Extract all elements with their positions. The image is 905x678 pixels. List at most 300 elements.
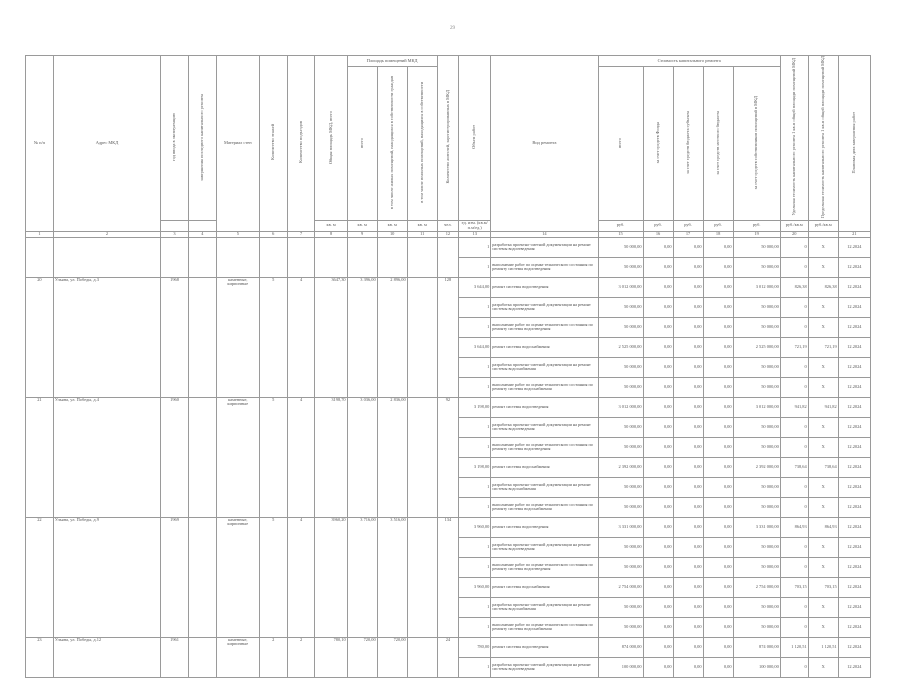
cost-total: 2 754 000,00 bbox=[598, 577, 643, 597]
cost-total: 3 331 000,00 bbox=[598, 517, 643, 537]
cost-fund: 0,00 bbox=[643, 537, 673, 557]
cost-total: 50 000,00 bbox=[598, 257, 643, 277]
cost-total: 874 000,00 bbox=[598, 637, 643, 657]
work-type: выполнение работ по оценке технического состояния по ремонту системы водоотведения bbox=[491, 437, 598, 457]
row-number: 22 bbox=[26, 517, 54, 637]
area-all: 720,00 bbox=[347, 637, 377, 677]
cost-local: 0,00 bbox=[703, 277, 733, 297]
column-index-cell: 10 bbox=[377, 231, 407, 237]
column-index-cell: 4 bbox=[188, 231, 216, 237]
cost-total: 50 000,00 bbox=[598, 237, 643, 257]
cost-owners: 50 000,00 bbox=[733, 437, 780, 457]
deadline: 12.2024 bbox=[838, 337, 870, 357]
limit-cost: X bbox=[808, 317, 838, 337]
limit-cost: X bbox=[808, 617, 838, 637]
cost-owners: 100 000,00 bbox=[733, 657, 780, 677]
unit-cell: руб. bbox=[673, 221, 703, 232]
cost-owners: 2 525 000,00 bbox=[733, 337, 780, 357]
work-type: разработка проектно-сметной документации на ремонт системы водоснабжения bbox=[491, 597, 598, 617]
year-repair bbox=[188, 237, 216, 277]
unit-cell: руб./кв.м bbox=[780, 221, 808, 232]
area-total: 3960,20 bbox=[315, 517, 347, 637]
cost-local: 0,00 bbox=[703, 617, 733, 637]
work-volume: 1 bbox=[459, 377, 491, 397]
unit-cost: 0 bbox=[780, 437, 808, 457]
limit-cost: 864,93 bbox=[808, 517, 838, 537]
area-nonres bbox=[407, 397, 437, 517]
cost-local: 0,00 bbox=[703, 237, 733, 257]
cost-region: 0,00 bbox=[673, 357, 703, 377]
cost-region: 0,00 bbox=[673, 617, 703, 637]
unit-cell bbox=[188, 221, 216, 232]
work-volume: 3 644,00 bbox=[459, 337, 491, 357]
limit-cost: X bbox=[808, 377, 838, 397]
row-number bbox=[26, 237, 54, 277]
cost-region: 0,00 bbox=[673, 417, 703, 437]
cost-total: 2 525 000,00 bbox=[598, 337, 643, 357]
year-built: 1961 bbox=[161, 637, 189, 677]
limit-cost: X bbox=[808, 537, 838, 557]
cost-owners: 50 000,00 bbox=[733, 417, 780, 437]
deadline: 12.2024 bbox=[838, 637, 870, 657]
limit-cost: X bbox=[808, 297, 838, 317]
wall-material: каменные, кирпичные bbox=[216, 397, 259, 517]
entrances-count: 4 bbox=[287, 277, 315, 397]
unit-cost: 0 bbox=[780, 377, 808, 397]
cost-region: 0,00 bbox=[673, 297, 703, 317]
unit-cost: 721,19 bbox=[780, 337, 808, 357]
deadline: 12.2024 bbox=[838, 237, 870, 257]
cost-region: 0,00 bbox=[673, 517, 703, 537]
unit-cost: 0 bbox=[780, 537, 808, 557]
work-volume: 1 bbox=[459, 317, 491, 337]
cost-local: 0,00 bbox=[703, 417, 733, 437]
cost-fund: 0,00 bbox=[643, 637, 673, 657]
deadline: 12.2024 bbox=[838, 537, 870, 557]
column-index-cell: 20 bbox=[780, 231, 808, 237]
wall-material: каменные, кирпичные bbox=[216, 277, 259, 397]
year-repair bbox=[188, 277, 216, 397]
column-index-cell: 5 bbox=[216, 231, 259, 237]
year-built: 1969 bbox=[161, 517, 189, 637]
cost-total: 50 000,00 bbox=[598, 597, 643, 617]
work-type: разработка проектно-сметной документации на ремонт системы водоотведения bbox=[491, 417, 598, 437]
area-all bbox=[347, 237, 377, 277]
column-index-cell: 15 bbox=[598, 231, 643, 237]
cost-total: 3 012 000,00 bbox=[598, 277, 643, 297]
house-address: Ульяна, ул. Победы, д.12 bbox=[53, 637, 160, 677]
area-residential bbox=[377, 237, 407, 277]
work-type: разработка проектно-сметной документации на ремонт системы водоотведения bbox=[491, 237, 598, 257]
cost-region: 0,00 bbox=[673, 557, 703, 577]
column-index-cell: 12 bbox=[437, 231, 458, 237]
unit-cell: кв. м bbox=[315, 221, 347, 232]
cost-region: 0,00 bbox=[673, 337, 703, 357]
cost-owners: 3 012 000,00 bbox=[733, 397, 780, 417]
cost-region: 0,00 bbox=[673, 657, 703, 677]
cost-total: 50 000,00 bbox=[598, 377, 643, 397]
page-number: 29 bbox=[450, 26, 455, 31]
cost-owners: 50 000,00 bbox=[733, 597, 780, 617]
unit-cost: 0 bbox=[780, 617, 808, 637]
cost-local: 0,00 bbox=[703, 597, 733, 617]
unit-cost: 864,93 bbox=[780, 517, 808, 537]
deadline: 12.2024 bbox=[838, 377, 870, 397]
area-nonres bbox=[407, 637, 437, 677]
col-no: № п/п bbox=[26, 56, 54, 232]
cost-fund: 0,00 bbox=[643, 557, 673, 577]
cost-fund: 0,00 bbox=[643, 297, 673, 317]
work-volume: 1 bbox=[459, 477, 491, 497]
cost-region: 0,00 bbox=[673, 477, 703, 497]
unit-cost: 703,15 bbox=[780, 577, 808, 597]
area-all: 3 396,00 bbox=[347, 277, 377, 397]
col-cost-local: за счет средств местного бюджета bbox=[703, 67, 733, 221]
unit-cost: 1 120,51 bbox=[780, 637, 808, 657]
entrances-count: 2 bbox=[287, 637, 315, 677]
cost-fund: 0,00 bbox=[643, 237, 673, 257]
cost-total: 50 000,00 bbox=[598, 497, 643, 517]
work-type: ремонт системы водоотведения bbox=[491, 397, 598, 417]
column-index-cell: 14 bbox=[491, 231, 598, 237]
work-type: разработка проектно-сметной документации на ремонт системы водоотведения bbox=[491, 297, 598, 317]
unit-cost: 0 bbox=[780, 237, 808, 257]
row-number: 20 bbox=[26, 277, 54, 397]
column-index-cell: 17 bbox=[673, 231, 703, 237]
col-work-type: Вид ремонта bbox=[491, 56, 598, 232]
work-type: выполнение работ по оценке технического состояния по ремонту системы водоотведения bbox=[491, 557, 598, 577]
work-type: ремонт системы водоотведения bbox=[491, 517, 598, 537]
limit-cost: X bbox=[808, 437, 838, 457]
work-row bbox=[26, 237, 871, 257]
col-entrances: Количество подъездов bbox=[287, 56, 315, 232]
cost-local: 0,00 bbox=[703, 557, 733, 577]
wall-material bbox=[216, 237, 259, 277]
cost-fund: 0,00 bbox=[643, 417, 673, 437]
wall-material: каменные, кирпичные bbox=[216, 637, 259, 677]
cost-fund: 0,00 bbox=[643, 357, 673, 377]
col-floors: Количество этажей bbox=[259, 56, 287, 232]
year-built: 1968 bbox=[161, 277, 189, 397]
cost-owners: 874 000,00 bbox=[733, 637, 780, 657]
unit-cell bbox=[161, 221, 189, 232]
cost-fund: 0,00 bbox=[643, 317, 673, 337]
col-deadline: Плановая дата завершения работ bbox=[838, 56, 870, 232]
cost-owners: 50 000,00 bbox=[733, 357, 780, 377]
unit-cost: 0 bbox=[780, 497, 808, 517]
area-all: 3 036,00 bbox=[347, 397, 377, 517]
cost-local: 0,00 bbox=[703, 317, 733, 337]
cost-local: 0,00 bbox=[703, 577, 733, 597]
area-total: 3647,30 bbox=[315, 277, 347, 397]
work-type: выполнение работ по оценке технического состояния по ремонту системы водоснабжения bbox=[491, 617, 598, 637]
cost-total: 2 392 000,00 bbox=[598, 457, 643, 477]
house-row bbox=[26, 277, 871, 297]
floors-count: 2 bbox=[259, 637, 287, 677]
cost-region: 0,00 bbox=[673, 437, 703, 457]
cost-total: 50 000,00 bbox=[598, 297, 643, 317]
cost-region: 0,00 bbox=[673, 597, 703, 617]
limit-cost: X bbox=[808, 417, 838, 437]
limit-cost: 703,15 bbox=[808, 577, 838, 597]
limit-cost: 826,38 bbox=[808, 277, 838, 297]
col-area-all: всего bbox=[347, 67, 377, 221]
cost-total: 50 000,00 bbox=[598, 477, 643, 497]
cost-fund: 0,00 bbox=[643, 657, 673, 677]
entrances-count: 4 bbox=[287, 397, 315, 517]
cost-region: 0,00 bbox=[673, 277, 703, 297]
cost-owners: 50 000,00 bbox=[733, 297, 780, 317]
cost-local: 0,00 bbox=[703, 297, 733, 317]
limit-cost: X bbox=[808, 597, 838, 617]
house-row bbox=[26, 517, 871, 537]
col-cost-owners: за счет средств собственников помещений в МКД bbox=[733, 67, 780, 221]
col-area-residential: в том числе жилых помещений, находящихся в собственности граждан bbox=[377, 67, 407, 221]
col-year-repair: завершения последнего капитального ремонта bbox=[188, 56, 216, 221]
row-number: 21 bbox=[26, 397, 54, 517]
deadline: 12.2024 bbox=[838, 397, 870, 417]
column-index-cell: 13 bbox=[459, 231, 491, 237]
cost-fund: 0,00 bbox=[643, 457, 673, 477]
work-volume: 3 960,00 bbox=[459, 517, 491, 537]
col-wall: Материал стен bbox=[216, 56, 259, 232]
cost-region: 0,00 bbox=[673, 237, 703, 257]
work-volume: 1 bbox=[459, 237, 491, 257]
cost-fund: 0,00 bbox=[643, 617, 673, 637]
cost-region: 0,00 bbox=[673, 377, 703, 397]
residents-count: 24 bbox=[437, 637, 458, 677]
unit-cost: 0 bbox=[780, 297, 808, 317]
unit-cost: 0 bbox=[780, 557, 808, 577]
deadline: 12.2024 bbox=[838, 617, 870, 637]
cost-local: 0,00 bbox=[703, 437, 733, 457]
column-index-cell: 18 bbox=[703, 231, 733, 237]
cost-owners: 2 754 000,00 bbox=[733, 577, 780, 597]
work-volume: 3 198,00 bbox=[459, 397, 491, 417]
limit-cost: X bbox=[808, 497, 838, 517]
cost-region: 0,00 bbox=[673, 257, 703, 277]
area-residential: 2 896,00 bbox=[377, 277, 407, 397]
cost-owners: 50 000,00 bbox=[733, 557, 780, 577]
cost-total: 50 000,00 bbox=[598, 417, 643, 437]
floors-count: 5 bbox=[259, 517, 287, 637]
work-volume: 1 bbox=[459, 617, 491, 637]
cost-fund: 0,00 bbox=[643, 597, 673, 617]
cost-region: 0,00 bbox=[673, 457, 703, 477]
unit-cell: руб. bbox=[643, 221, 673, 232]
year-repair bbox=[188, 397, 216, 517]
area-residential: 720,00 bbox=[377, 637, 407, 677]
limit-cost: X bbox=[808, 477, 838, 497]
deadline: 12.2024 bbox=[838, 257, 870, 277]
unit-cell: кв. м bbox=[407, 221, 437, 232]
cost-region: 0,00 bbox=[673, 537, 703, 557]
col-volume: Объем работ bbox=[459, 56, 491, 221]
work-type: выполнение работ по оценке технического состояния по ремонту системы водоснабжения bbox=[491, 377, 598, 397]
work-volume: 1 bbox=[459, 657, 491, 677]
work-type: разработка проектно-сметной документации на ремонт системы водоотведения bbox=[491, 657, 598, 677]
cost-region: 0,00 bbox=[673, 577, 703, 597]
col-unit-cost: Удельная стоимость капитального ремонта 1 кв.м общей площади помещений МКД bbox=[780, 56, 808, 221]
col-cost-region: за счет средств бюджета субъекта bbox=[673, 67, 703, 221]
unit-cell: руб. bbox=[598, 221, 643, 232]
limit-cost: 738,64 bbox=[808, 457, 838, 477]
house-address: Ульяна, ул. Победы, д.9 bbox=[53, 517, 160, 637]
work-type: ремонт системы водоснабжения bbox=[491, 577, 598, 597]
column-index-cell: 21 bbox=[838, 231, 870, 237]
floors-count bbox=[259, 237, 287, 277]
deadline: 12.2024 bbox=[838, 357, 870, 377]
unit-cost: 0 bbox=[780, 317, 808, 337]
cost-total: 3 012 000,00 bbox=[598, 397, 643, 417]
cost-local: 0,00 bbox=[703, 397, 733, 417]
cost-local: 0,00 bbox=[703, 377, 733, 397]
deadline: 12.2024 bbox=[838, 457, 870, 477]
work-type: ремонт системы водоотведения bbox=[491, 277, 598, 297]
cost-owners: 50 000,00 bbox=[733, 237, 780, 257]
house-row bbox=[26, 637, 871, 657]
area-residential: 2 836,00 bbox=[377, 397, 407, 517]
column-index-cell: 8 bbox=[315, 231, 347, 237]
col-year-built: год ввода в эксплуатацию bbox=[161, 56, 189, 221]
work-type: разработка проектно-сметной документации на ремонт системы водоотведения bbox=[491, 537, 598, 557]
cost-fund: 0,00 bbox=[643, 257, 673, 277]
register-body bbox=[26, 237, 871, 677]
limit-cost: X bbox=[808, 257, 838, 277]
cost-fund: 0,00 bbox=[643, 577, 673, 597]
column-index-cell: 19 bbox=[733, 231, 780, 237]
col-cost-group: Стоимость капитального ремонта bbox=[598, 56, 780, 67]
limit-cost: X bbox=[808, 357, 838, 377]
column-index-cell: 9 bbox=[347, 231, 377, 237]
limit-cost: X bbox=[808, 657, 838, 677]
cost-owners: 3 012 000,00 bbox=[733, 277, 780, 297]
cost-local: 0,00 bbox=[703, 357, 733, 377]
col-limit-cost: Предельная стоимость капитального ремонта 1 кв.м общей площади помещений МКД bbox=[808, 56, 838, 221]
floors-count: 5 bbox=[259, 277, 287, 397]
cost-owners: 50 000,00 bbox=[733, 377, 780, 397]
cost-local: 0,00 bbox=[703, 657, 733, 677]
deadline: 12.2024 bbox=[838, 597, 870, 617]
house-row bbox=[26, 397, 871, 417]
area-all: 3 716,00 bbox=[347, 517, 377, 637]
year-repair bbox=[188, 517, 216, 637]
entrances-count bbox=[287, 237, 315, 277]
unit-cost: 0 bbox=[780, 597, 808, 617]
col-residents: Количество жителей, зарегистрированных в МКД bbox=[437, 56, 458, 221]
column-index-cell: 1 bbox=[26, 231, 54, 237]
work-volume: 1 bbox=[459, 297, 491, 317]
work-volume: 3 644,00 bbox=[459, 277, 491, 297]
area-nonres bbox=[407, 517, 437, 637]
limit-cost: X bbox=[808, 557, 838, 577]
column-index-cell: 7 bbox=[287, 231, 315, 237]
column-index-cell: 6 bbox=[259, 231, 287, 237]
work-volume: 1 bbox=[459, 417, 491, 437]
work-type: разработка проектно-сметной документации на ремонт системы водоснабжения bbox=[491, 477, 598, 497]
unit-cost: 0 bbox=[780, 257, 808, 277]
unit-cell: ед. изм. (кв.м/п.м/ед.) bbox=[459, 221, 491, 232]
unit-cost: 826,38 bbox=[780, 277, 808, 297]
cost-total: 50 000,00 bbox=[598, 317, 643, 337]
work-type: ремонт системы водоснабжения bbox=[491, 337, 598, 357]
cost-fund: 0,00 bbox=[643, 277, 673, 297]
floors-count: 5 bbox=[259, 397, 287, 517]
deadline: 12.2024 bbox=[838, 497, 870, 517]
limit-cost: 1 120,51 bbox=[808, 637, 838, 657]
work-volume: 1 bbox=[459, 497, 491, 517]
work-volume: 1 bbox=[459, 557, 491, 577]
cost-fund: 0,00 bbox=[643, 337, 673, 357]
cost-owners: 50 000,00 bbox=[733, 537, 780, 557]
residents-count: 134 bbox=[437, 517, 458, 637]
residents-count bbox=[437, 237, 458, 277]
unit-cell: руб. bbox=[733, 221, 780, 232]
col-area-group: Площадь помещений МКД bbox=[347, 56, 437, 67]
cost-total: 50 000,00 bbox=[598, 557, 643, 577]
work-volume: 1 bbox=[459, 437, 491, 457]
deadline: 12.2024 bbox=[838, 437, 870, 457]
work-type: выполнение работ по оценке технического состояния по ремонту системы водоотведения bbox=[491, 317, 598, 337]
work-volume: 3 198,00 bbox=[459, 457, 491, 477]
work-type: выполнение работ по оценке технического состояния по ремонту системы водоснабжения bbox=[491, 497, 598, 517]
col-cost-fund: за счет средств Фонда bbox=[643, 67, 673, 221]
work-type: разработка проектно-сметной документации на ремонт системы водоснабжения bbox=[491, 357, 598, 377]
cost-region: 0,00 bbox=[673, 637, 703, 657]
cost-total: 50 000,00 bbox=[598, 617, 643, 637]
work-volume: 780,00 bbox=[459, 637, 491, 657]
unit-cost: 0 bbox=[780, 657, 808, 677]
cost-fund: 0,00 bbox=[643, 377, 673, 397]
cost-owners: 2 392 000,00 bbox=[733, 457, 780, 477]
col-area-nonres: в том числе нежилых помещений, находящихся в собственности bbox=[407, 67, 437, 221]
house-address: Ульяна, ул. Победы, д.4 bbox=[53, 397, 160, 517]
year-built: 1960 bbox=[161, 397, 189, 517]
col-area-total: Общая площадь МКД, всего bbox=[315, 56, 347, 221]
unit-cell: руб. bbox=[703, 221, 733, 232]
cost-local: 0,00 bbox=[703, 337, 733, 357]
column-index-cell: 11 bbox=[407, 231, 437, 237]
cost-fund: 0,00 bbox=[643, 497, 673, 517]
cost-owners: 50 000,00 bbox=[733, 497, 780, 517]
year-built bbox=[161, 237, 189, 277]
limit-cost: 721,19 bbox=[808, 337, 838, 357]
cost-local: 0,00 bbox=[703, 257, 733, 277]
cost-local: 0,00 bbox=[703, 517, 733, 537]
deadline: 12.2024 bbox=[838, 577, 870, 597]
unit-cell: кв. м bbox=[377, 221, 407, 232]
cost-local: 0,00 bbox=[703, 637, 733, 657]
house-address: Ульяна, ул. Победы, д.3 bbox=[53, 277, 160, 397]
cost-region: 0,00 bbox=[673, 497, 703, 517]
cost-owners: 50 000,00 bbox=[733, 477, 780, 497]
entrances-count: 4 bbox=[287, 517, 315, 637]
work-volume: 1 bbox=[459, 537, 491, 557]
area-total: 780,10 bbox=[315, 637, 347, 677]
unit-cell: кв. м bbox=[347, 221, 377, 232]
residents-count: 128 bbox=[437, 277, 458, 397]
deadline: 12.2024 bbox=[838, 317, 870, 337]
unit-cost: 0 bbox=[780, 357, 808, 377]
column-index-cell: 3 bbox=[161, 231, 189, 237]
col-cost-total: всего bbox=[598, 67, 643, 221]
cost-fund: 0,00 bbox=[643, 477, 673, 497]
work-type: выполнение работ по оценке технического состояния по ремонту системы водоотведения bbox=[491, 257, 598, 277]
unit-cost: 941,82 bbox=[780, 397, 808, 417]
area-total bbox=[315, 237, 347, 277]
cost-total: 100 000,00 bbox=[598, 657, 643, 677]
cost-total: 50 000,00 bbox=[598, 357, 643, 377]
